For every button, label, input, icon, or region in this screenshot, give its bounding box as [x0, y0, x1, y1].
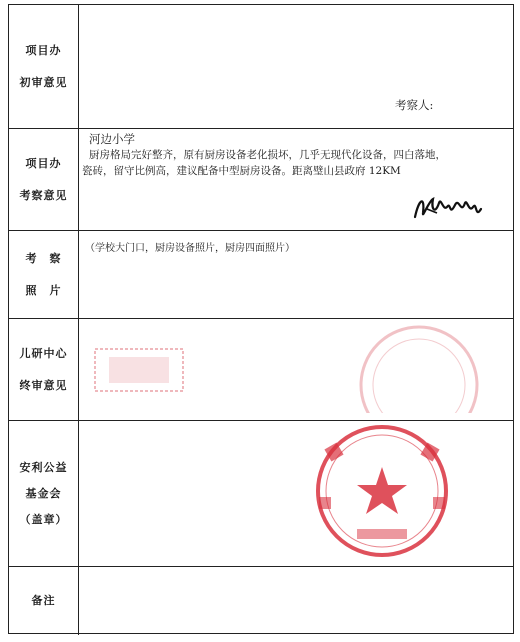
row-initial-review: [9, 5, 513, 129]
row-label: [9, 319, 79, 420]
label-line: 照 片: [25, 283, 62, 297]
faint-stamp: [89, 339, 189, 399]
inspection-opinion-field[interactable]: [79, 129, 513, 230]
final-review-field[interactable]: [79, 319, 513, 420]
row-label: [9, 567, 79, 635]
seal-field[interactable]: [79, 421, 513, 566]
photo-instructions: （学校大门口，厨房设备照片，厨房四面照片）: [85, 243, 295, 254]
row-label: [9, 231, 79, 318]
label-line: 儿研中心: [19, 346, 68, 360]
label-line: 安利公益: [19, 460, 68, 474]
opinion-text-line: 瓷砖，留守比例高，建议配备中型厨房设备。距离璧山县政府 12KM: [82, 165, 401, 177]
photos-field[interactable]: [79, 231, 513, 318]
row-inspection-photos: [9, 231, 513, 319]
faint-seal: [349, 313, 479, 413]
signature: [409, 189, 499, 225]
label-line: 考 察: [25, 251, 62, 265]
opinion-text-line: 厨房格局完好整齐，原有厨房设备老化损坏，几乎无现代化设备，四白落地，: [89, 149, 446, 161]
label-line: 终审意见: [19, 378, 68, 392]
label-line: 初审意见: [19, 75, 68, 89]
row-label: [9, 129, 79, 230]
label-line: （盖章）: [19, 512, 68, 526]
row-foundation-seal: [9, 421, 513, 567]
row-remarks: [9, 567, 513, 635]
label-line: 项目办: [25, 156, 62, 170]
row-inspection-opinion: [9, 129, 513, 231]
label-line: 项目办: [25, 43, 62, 57]
inspector-label: 考察人:: [395, 98, 434, 112]
row-label: [9, 421, 79, 566]
label-line: 基金会: [25, 486, 62, 500]
school-name: 河边小学: [89, 132, 135, 146]
row-label: [9, 5, 79, 128]
row-final-review: [9, 319, 513, 421]
label-line: 备注: [31, 594, 56, 607]
remarks-field[interactable]: [79, 567, 513, 635]
label-line: 考察意见: [19, 188, 68, 202]
initial-review-field[interactable]: [79, 5, 513, 128]
red-seal: [307, 425, 457, 565]
review-form: [8, 4, 514, 634]
